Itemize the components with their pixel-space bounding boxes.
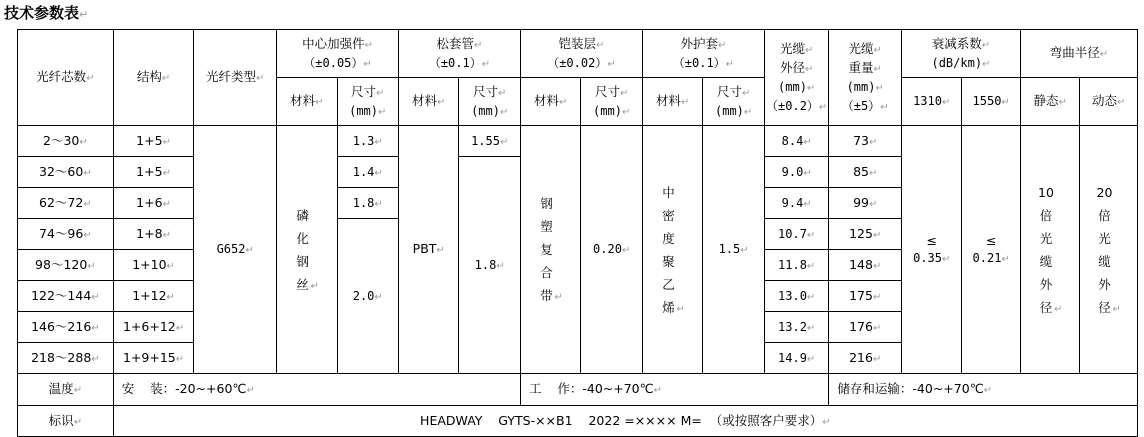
page-title: 技术参数表↵: [4, 4, 89, 22]
marking-label: 标识↵: [18, 406, 114, 437]
header-armor-material: 材料↵: [520, 78, 580, 126]
cell-strength-material: 磷化钢丝 ↵: [277, 126, 337, 374]
cell-cable-weight: 148↵: [829, 250, 902, 281]
cell-cable-od: 14.9↵: [764, 343, 829, 374]
cell-fiber-count: 2～30↵: [18, 126, 114, 157]
header-cable-od: 光缆↵ 外径↵ (mm)↵ （±0.2）↵: [764, 30, 829, 126]
cell-structure: 1+6↵: [113, 188, 194, 219]
header-armor: 铠装层↵ （±0.02）↵: [520, 30, 642, 78]
cell-strength-size: 2.0↵: [337, 219, 398, 374]
header-tube-size: 尺寸↵ (mm)↵: [459, 78, 521, 126]
cell-strength-size: 1.8↵: [337, 188, 398, 219]
spec-table: [17, 29, 1138, 437]
cell-cable-weight: 125↵: [829, 219, 902, 250]
cell-tube-material: PBT↵: [399, 126, 459, 374]
cell-structure: 1+6+12↵: [113, 312, 194, 343]
header-bend-static: 静态↵: [1020, 78, 1079, 126]
cell-cable-weight: 175↵: [829, 281, 902, 312]
cell-cable-od: 10.7↵: [764, 219, 829, 250]
cell-tube-size: 1.8↵: [459, 157, 521, 374]
temperature-operate: 工 作：-40~+70℃↵: [520, 374, 828, 406]
header-fiber-count: 光纤芯数↵: [18, 30, 114, 126]
cell-fiber-count: 98～120↵: [18, 250, 114, 281]
cell-strength-size: 1.4↵: [337, 157, 398, 188]
cell-cable-od: 9.0↵: [764, 157, 829, 188]
cell-structure: 1+5↵: [113, 157, 194, 188]
temperature-storage: 储存和运输：-40~+70℃↵: [829, 374, 1138, 406]
header-sheath-size: 尺寸↵ (mm)↵: [703, 78, 765, 126]
header-armor-size: 尺寸↵ (mm)↵: [581, 78, 643, 126]
cell-fiber-count: 32～60↵: [18, 157, 114, 188]
cell-tube-size: 1.55↵: [459, 126, 521, 157]
header-sheath-material: 材料↵: [642, 78, 702, 126]
cell-cable-weight: 85↵: [829, 157, 902, 188]
cell-armor-size: 0.20↵: [581, 126, 643, 374]
cell-armor-material: 钢塑复合带 ↵: [520, 126, 580, 374]
header-bend-dynamic: 动态↵: [1080, 78, 1138, 126]
cell-fiber-count: 62～72↵: [18, 188, 114, 219]
cell-fiber-count: 218～288↵: [18, 343, 114, 374]
cell-cable-od: 11.8↵: [764, 250, 829, 281]
cell-structure: 1+5↵: [113, 126, 194, 157]
temperature-label: 温度↵: [18, 374, 114, 406]
cell-strength-size: 1.3↵: [337, 126, 398, 157]
cell-sheath-size: 1.5↵: [703, 126, 765, 374]
header-loose-tube: 松套管↵ （±0.1）↵: [399, 30, 521, 78]
cell-sheath-material: 中密度聚乙烯 ↵: [642, 126, 702, 374]
cell-fiber-count: 122～144↵: [18, 281, 114, 312]
cell-atten-1310: ≤ 0.35↵: [902, 126, 962, 374]
header-atten-1550: 1550↵: [962, 78, 1020, 126]
header-structure: 结构↵: [113, 30, 194, 126]
cell-structure: 1+12↵: [113, 281, 194, 312]
cell-fiber-count: 74～96↵: [18, 219, 114, 250]
header-atten-1310: 1310↵: [902, 78, 962, 126]
cell-structure: 1+8↵: [113, 219, 194, 250]
cell-cable-od: 8.4↵: [764, 126, 829, 157]
cell-bend-static: 10倍光缆外径 ↵: [1020, 126, 1079, 374]
cell-cable-weight: 73↵: [829, 126, 902, 157]
cell-cable-weight: 176↵: [829, 312, 902, 343]
cell-atten-1550: ≤ 0.21↵: [962, 126, 1020, 374]
header-bend-radius: 弯曲半径↵: [1020, 30, 1137, 78]
cell-cable-weight: 216↵: [829, 343, 902, 374]
header-cable-weight: 光缆↵ 重量↵ (mm)↵ （±5）↵: [829, 30, 902, 126]
header-strength-size: 尺寸↵ (mm)↵: [337, 78, 398, 126]
return-mark-icon: ↵: [79, 8, 89, 21]
cell-cable-od: 13.2↵: [764, 312, 829, 343]
header-fiber-type: 光纤类型↵: [194, 30, 277, 126]
header-sheath: 外护套↵ （±0.1）↵: [642, 30, 764, 78]
cell-cable-od: 9.4↵: [764, 188, 829, 219]
cell-fiber-count: 146～216↵: [18, 312, 114, 343]
header-attenuation: 衰减系数↵ (dB/km)↵: [902, 30, 1021, 78]
cell-structure: 1+9+15↵: [113, 343, 194, 374]
header-strength-member: 中心加强件↵ （±0.05）↵: [277, 30, 399, 78]
header-strength-material: 材料↵: [277, 78, 337, 126]
cell-fiber-type: G652↵: [194, 126, 277, 374]
temperature-install: 安 装：-20~+60℃↵: [113, 374, 520, 406]
cell-cable-weight: 99↵: [829, 188, 902, 219]
header-tube-material: 材料↵: [399, 78, 459, 126]
cell-cable-od: 13.0↵: [764, 281, 829, 312]
cell-structure: 1+10↵: [113, 250, 194, 281]
marking-text: HEADWAY GYTS-××B1 2022 =×××× M= （或按照客户要求）↵: [113, 406, 1137, 437]
cell-bend-dynamic: 20倍光缆外径 ↵: [1080, 126, 1138, 374]
